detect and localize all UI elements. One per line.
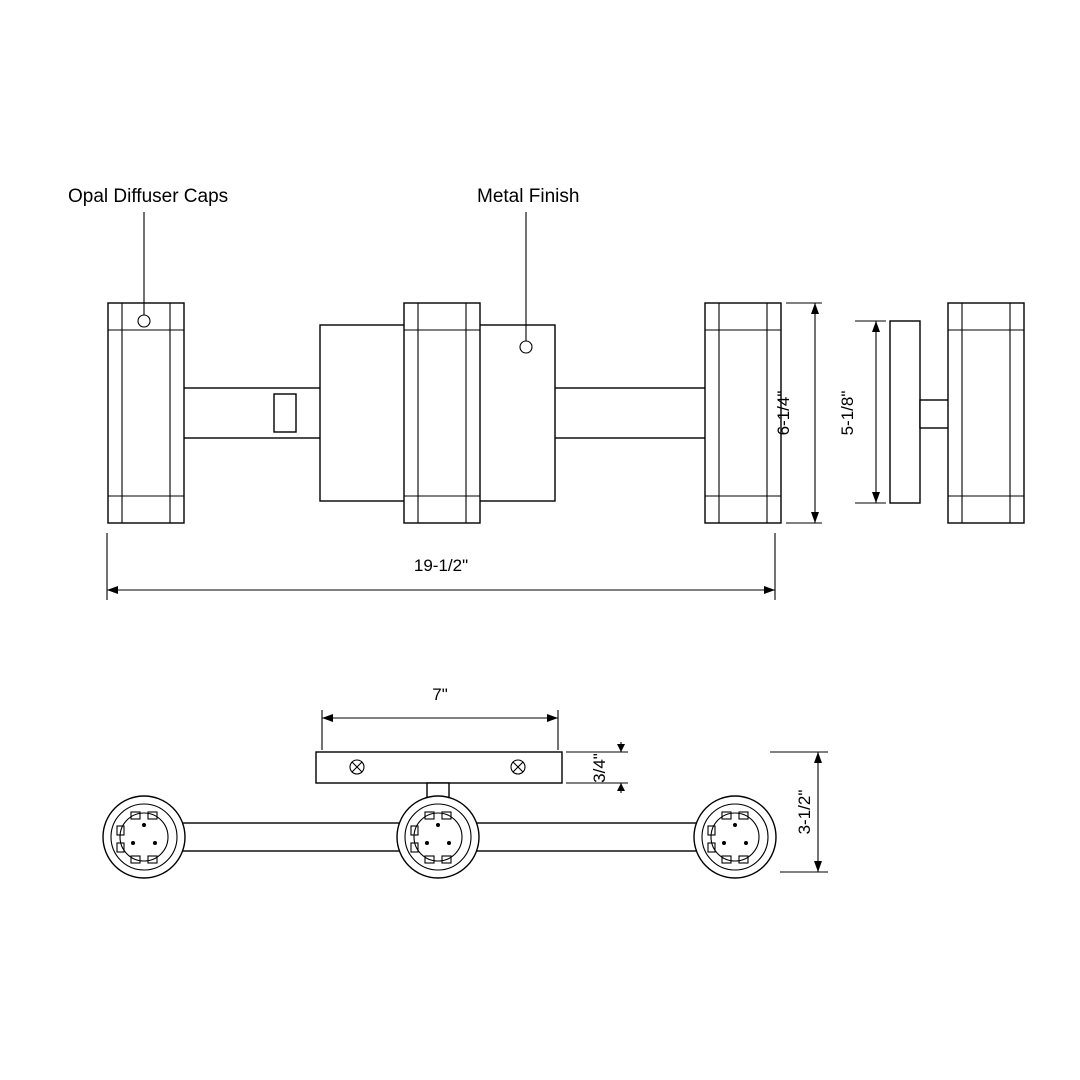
dimension-label-projection: 3-1/2"	[795, 789, 814, 835]
front-diffuser-right	[705, 303, 781, 523]
front-diffuser-middle	[404, 303, 480, 523]
top-cap-left	[103, 796, 185, 878]
dimension-label-height-side: 5-1/8"	[838, 390, 857, 436]
dimension-label-width-overall: 19-1/2"	[413, 556, 469, 575]
dimension-height-side	[855, 321, 886, 503]
side-elevation-view	[890, 303, 1024, 523]
top-view	[103, 752, 776, 878]
dimension-label-height-front: 6-1/4"	[774, 390, 793, 436]
top-cap-right	[694, 796, 776, 878]
dimension-label-backplate-depth: 3/4"	[590, 753, 609, 783]
dimension-backplate-width	[322, 710, 558, 750]
front-elevation-view	[108, 303, 781, 523]
dimension-label-backplate-width: 7"	[432, 685, 448, 704]
callout-label-opal-diffuser-caps: Opal Diffuser Caps	[68, 186, 229, 207]
top-cap-middle	[397, 796, 479, 878]
front-diffuser-left	[108, 303, 184, 523]
callout-label-metal-finish: Metal Finish	[477, 186, 580, 207]
